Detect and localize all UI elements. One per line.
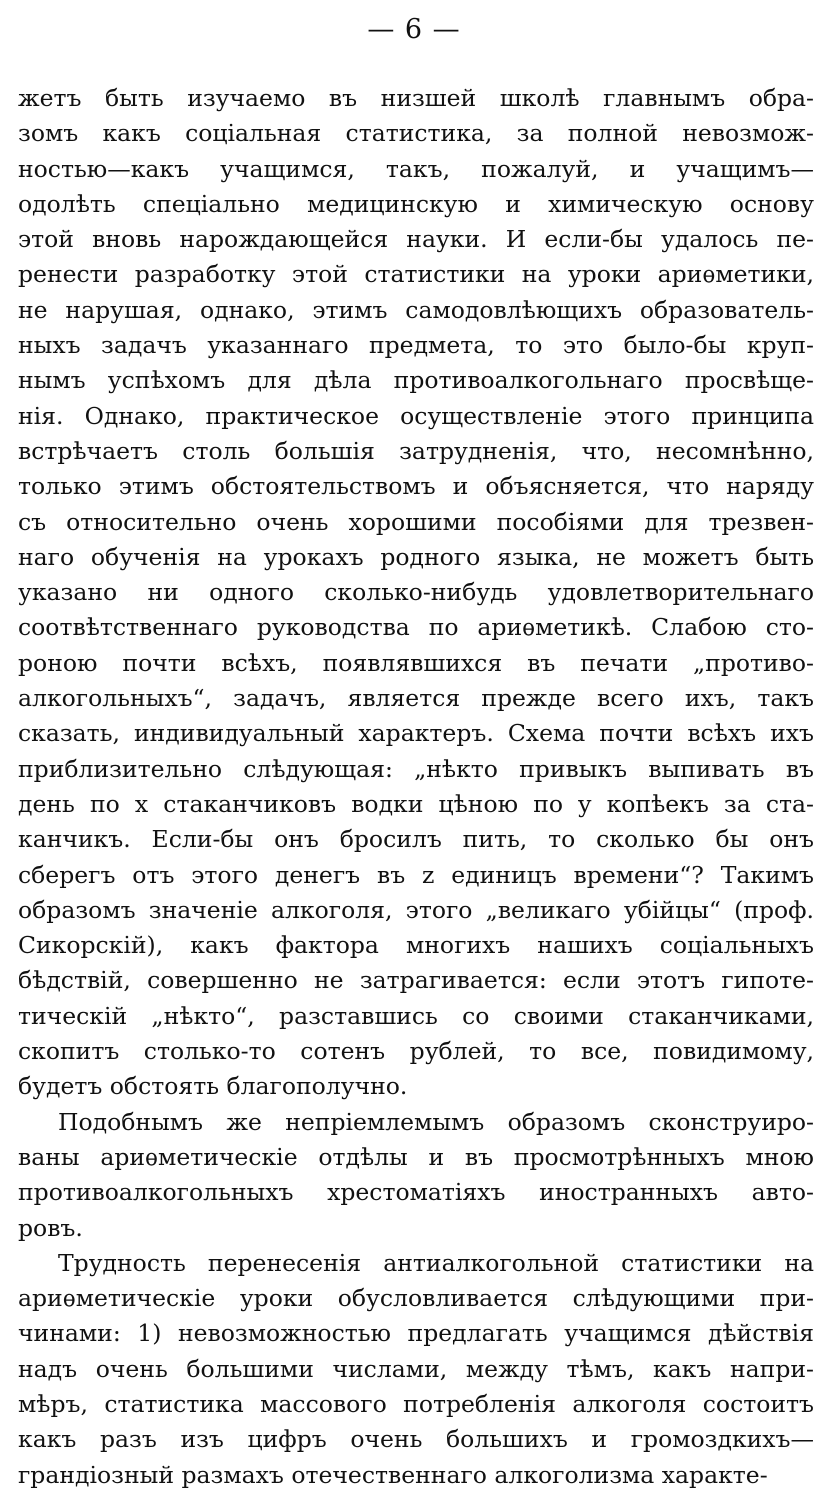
text-line: только этимъ обстоятельствомъ и объясняется, что наряду [18,472,814,501]
text-line: будетъ обстоять благополучно. [18,1072,408,1101]
text-line: Трудность перенесенія антиалкогольной статистики на [58,1248,814,1277]
text-line: канчикъ. Если-бы онъ бросилъ пить, то сколько бы онъ [18,825,814,854]
paragraph [18,81,814,1105]
text-line: ныхъ задачъ указаннаго предмета, то это было-бы круп- [18,331,814,360]
text-line: образомъ значеніе алкоголя, этого „великаго убійцы“ (проф. [18,895,814,924]
text-line: Подобнымъ же непріемлемымъ образомъ сконструиро- [58,1107,814,1136]
text-line: чинами: 1) невозможностью предлагать учащимся дѣйствія [18,1319,814,1348]
paragraph [18,1105,814,1246]
text-line: одолѣть спеціально медицинскую и химическую основу [18,189,814,218]
text-line: соотвѣтственнаго руководства по ариѳметикѣ. Слабою сто- [18,613,814,642]
body-text [18,81,814,1493]
text-line: зомъ какъ соціальная статистика, за полной невозмож- [18,119,814,148]
page-number: — 6 — [367,14,461,45]
text-line: нымъ успѣхомъ для дѣла противоалкогольнаго просвѣще- [18,366,814,395]
text-line: жетъ быть изучаемо въ низшей школѣ главнымъ обра- [18,84,814,112]
text-line: Сикорскій), какъ фактора многихъ нашихъ соціальныхъ [18,931,814,960]
text-line: нія. Однако, практическое осуществленіе этого принципа [18,401,814,430]
text-line: алкогольныхъ“, задачъ, является прежде всего ихъ, такъ [18,684,814,713]
text-line: бѣдствій, совершенно не затрагивается: если этотъ гипоте- [18,966,814,995]
text-line: скопитъ столько-то сотенъ рублей, то все, повидимому, [18,1037,814,1066]
text-line: какъ разъ изъ цифръ очень большихъ и громоздкихъ— [18,1425,814,1454]
text-line: наго обученія на урокахъ родного языка, не можетъ быть [18,542,814,571]
text-line: противоалкогольныхъ хрестоматіяхъ иностранныхъ авто- [18,1178,814,1207]
text-line: сберегъ отъ этого денегъ въ z единицъ времени“? Такимъ [18,860,814,889]
text-line: ваны ариѳметическіе отдѣлы и въ просмотрѣнныхъ мною [18,1142,814,1171]
text-line: ариѳметическіе уроки обусловливается слѣдующими при- [18,1284,814,1313]
text-line: указано ни одного сколько-нибудь удовлетворительнаго [18,578,814,607]
text-line: тическій „нѣкто“, разставшись со своими стаканчиками, [18,1001,814,1030]
text-line: встрѣчаетъ столь большія затрудненія, что, несомнѣнно, [18,436,814,465]
paragraph [18,1246,814,1493]
text-line: грандіозный размахъ отечественнаго алкоголизма характе- [18,1460,768,1489]
text-line: ровъ. [18,1213,83,1242]
text-line: надъ очень большими числами, между тѣмъ, какъ напри- [18,1354,814,1383]
text-line: сказать, индивидуальный характеръ. Схема почти всѣхъ ихъ [18,719,814,748]
text-line: ностью—какъ учащимся, такъ, пожалуй, и учащимъ— [18,154,814,183]
text-line: ренести разработку этой статистики на уроки ариѳметики, [18,260,814,289]
text-line: день по x стаканчиковъ водки цѣною по y копѣекъ за ста- [18,789,814,818]
text-line: мѣръ, статистика массового потребленія алкоголя состоитъ [18,1389,814,1418]
text-line: этой вновь нарождающейся науки. И если-бы удалось пе- [18,225,814,254]
text-line: съ относительно очень хорошими пособіями для трезвен- [18,507,814,536]
text-line: роною почти всѣхъ, появлявшихся въ печати „противо- [18,648,814,677]
text-line: приблизительно слѣдующая: „нѣкто привыкъ выпивать въ [18,754,814,783]
text-line: не нарушая, однако, этимъ самодовлѣющихъ образователь- [18,295,814,324]
